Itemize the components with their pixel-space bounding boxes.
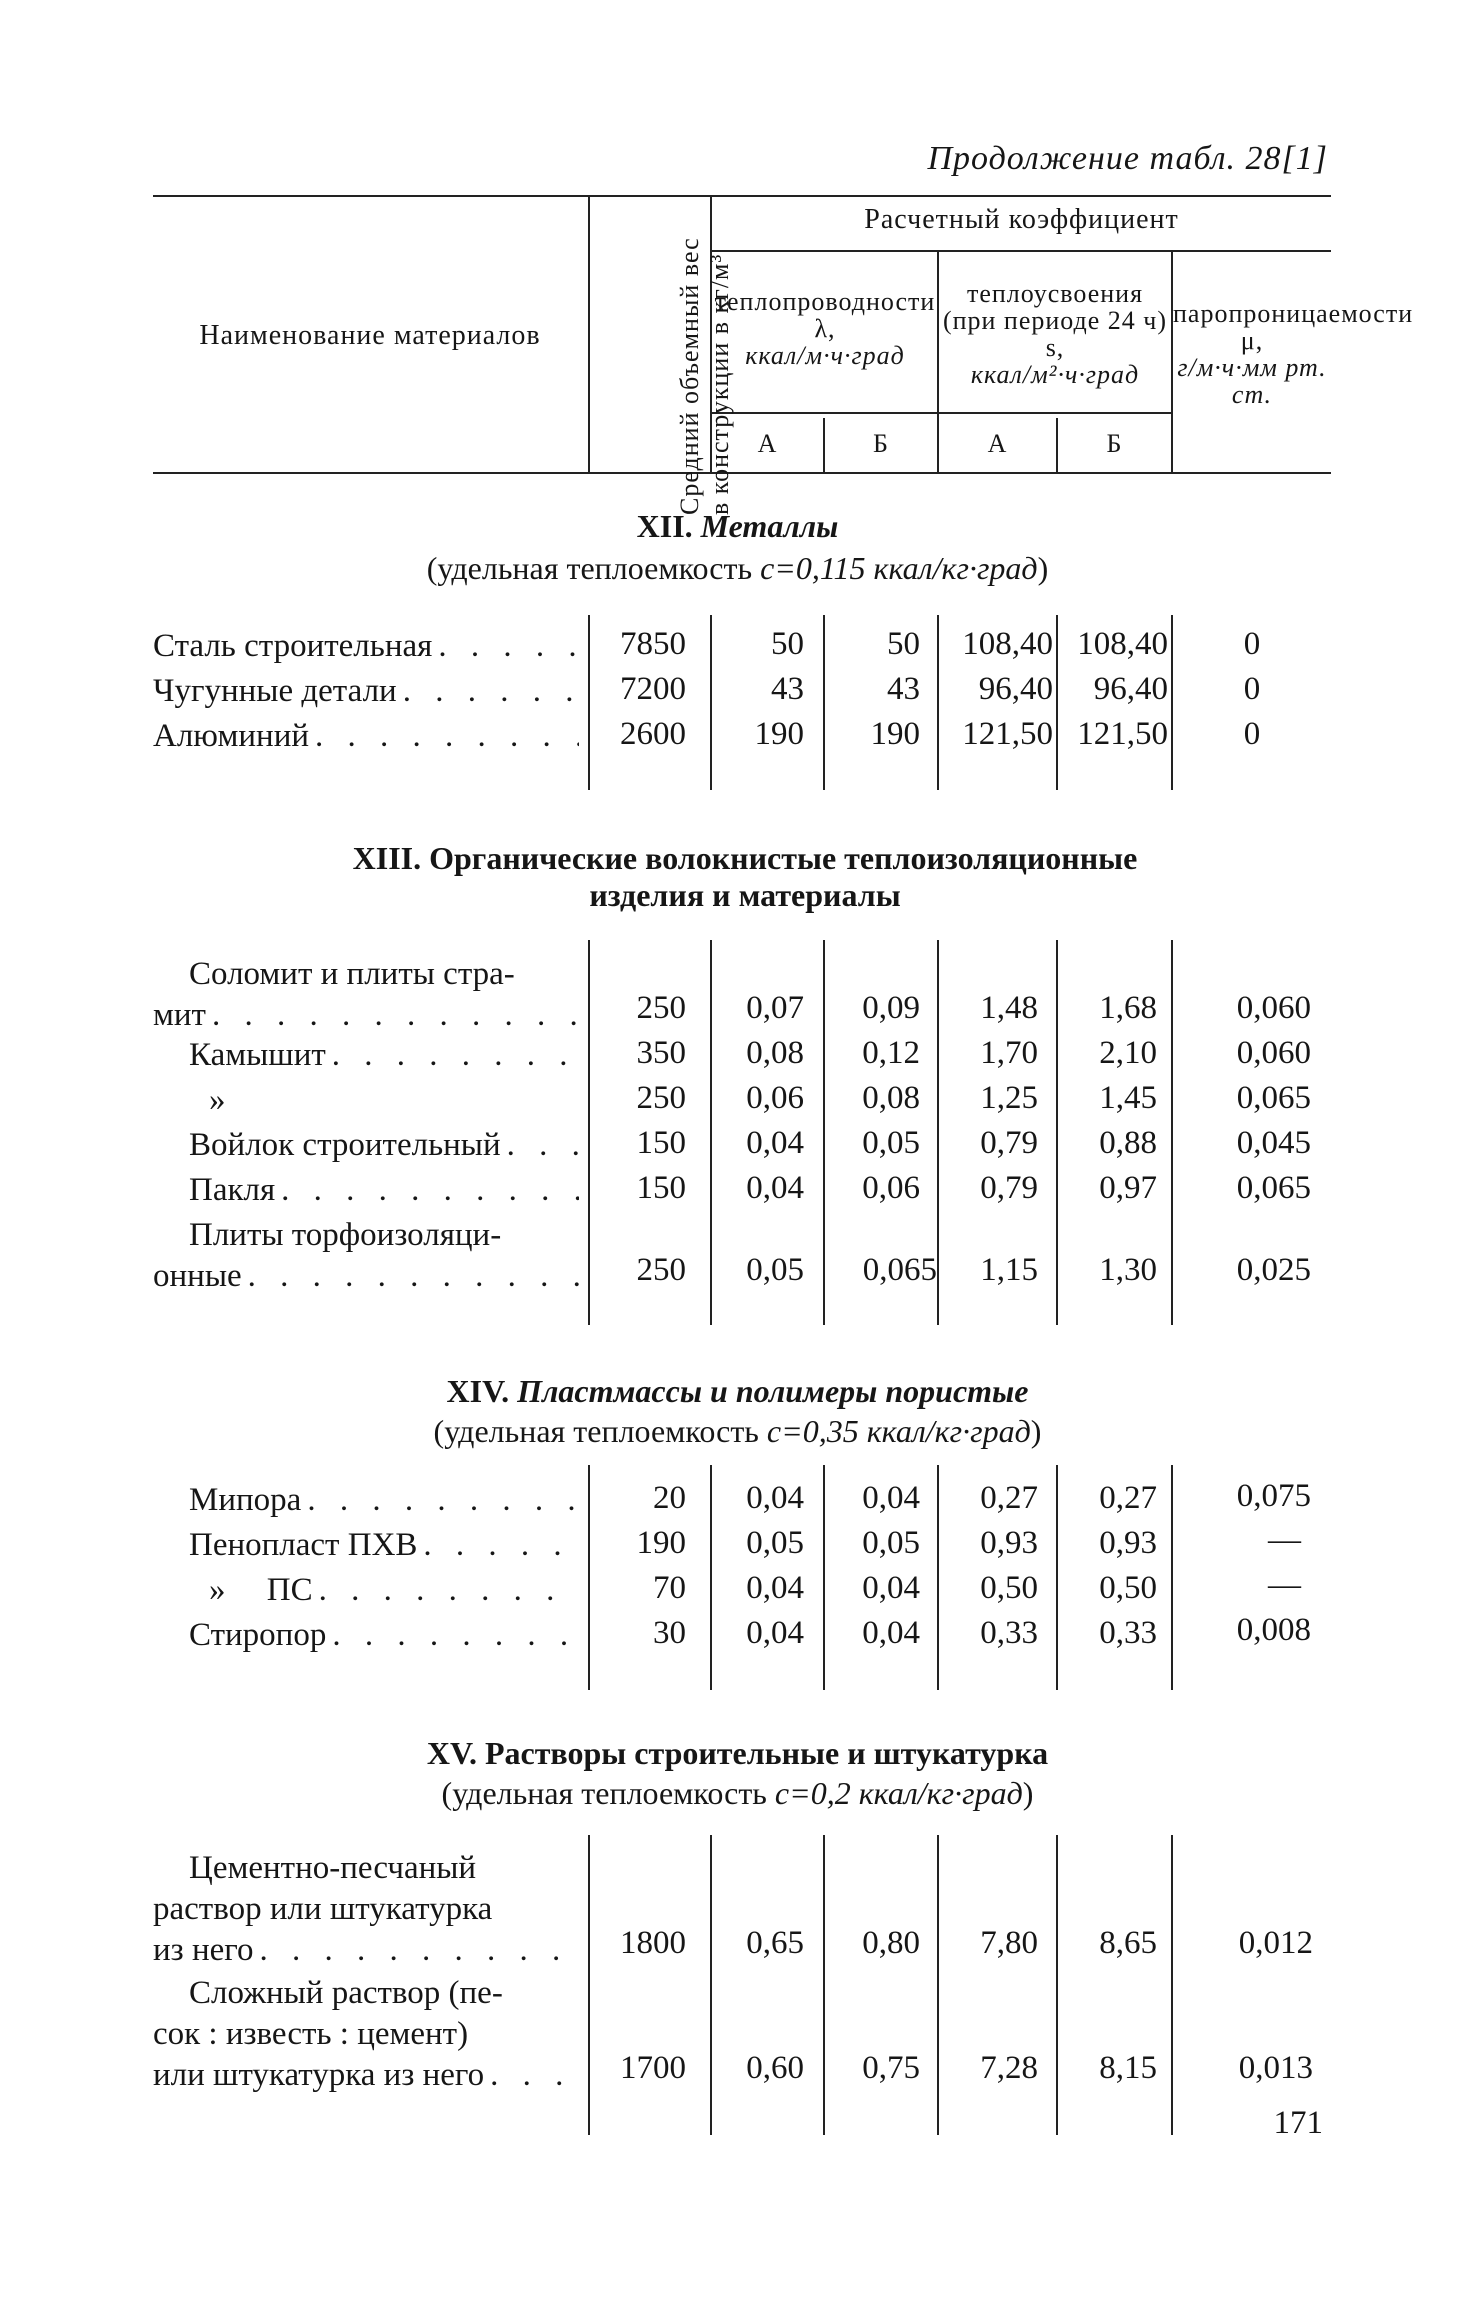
cell-density: 250 — [636, 1252, 686, 1288]
material-name-line: Плиты торфоизоляци- — [189, 1217, 502, 1253]
section-title-xiv — [155, 1373, 1320, 1410]
cell-s-b: 108,40 — [1077, 626, 1168, 662]
cell-s-a: 1,48 — [980, 990, 1038, 1026]
cell-lambda-b: 0,80 — [862, 1925, 920, 1961]
material-name: Чугунные детали — [153, 673, 397, 709]
cell-s-a: 0,33 — [980, 1615, 1038, 1651]
col-rule — [1171, 1835, 1173, 2135]
cell-mu: 0,025 — [1236, 1252, 1311, 1288]
cell-mu: 0 — [1243, 671, 1261, 707]
table-row-name — [153, 954, 579, 1036]
header-permeability — [1173, 299, 1414, 409]
cell-lambda-a: 43 — [771, 671, 804, 707]
table-row-name — [153, 1570, 579, 1611]
cell-mu: 0,045 — [1236, 1125, 1311, 1161]
leader-dots — [242, 1256, 579, 1297]
leader-dots — [432, 626, 579, 667]
leader-dots — [253, 1930, 579, 1971]
cell-lambda-b: 50 — [887, 626, 920, 662]
cell-density: 7850 — [620, 626, 686, 662]
table-row-name — [153, 626, 579, 667]
table-row-name — [153, 1035, 579, 1076]
cell-lambda-a: 0,06 — [746, 1080, 804, 1116]
material-name: Пенопласт ПХВ — [189, 1527, 418, 1563]
cell-lambda-b: 190 — [870, 716, 920, 752]
cell-mu: 0,060 — [1236, 1035, 1311, 1071]
header-conductivity — [714, 288, 936, 369]
header-s-b: Б — [1106, 429, 1123, 458]
cell-s-a: 0,27 — [980, 1480, 1038, 1516]
material-name: Мипора — [189, 1482, 302, 1518]
material-name: Пакля — [189, 1172, 276, 1208]
table-row-name — [153, 1848, 579, 1971]
continuation-label: Продолжение табл. 28[1] — [927, 140, 1328, 177]
leader-dots — [313, 1570, 579, 1611]
material-name: » ПС — [209, 1572, 313, 1608]
section-number: XV. — [426, 1735, 477, 1771]
header-divider-name — [588, 196, 590, 472]
cell-lambda-a: 0,04 — [746, 1480, 804, 1516]
col-rule — [823, 1835, 825, 2135]
leader-dots — [326, 1615, 579, 1656]
cell-density: 1700 — [620, 2050, 686, 2086]
table-row-name — [153, 716, 579, 757]
cell-s-a: 121,50 — [962, 716, 1053, 752]
cell-s-a: 1,15 — [980, 1252, 1038, 1288]
cell-density: 350 — [636, 1035, 686, 1071]
cell-s-b: 1,68 — [1099, 990, 1157, 1026]
cell-lambda-a: 0,04 — [746, 1125, 804, 1161]
material-name-line: Соломит и плиты стра- — [189, 956, 515, 992]
material-name: Войлок строительный — [189, 1127, 501, 1163]
cell-mu: 0,065 — [1236, 1170, 1311, 1206]
cell-s-a: 1,25 — [980, 1080, 1038, 1116]
subtitle-unit: ккал/кг·град — [858, 1775, 1023, 1811]
cell-lambda-b: 0,75 — [862, 2050, 920, 2086]
cell-lambda-b: 0,04 — [862, 1570, 920, 1606]
subtitle-unit: ккал/кг·град — [873, 550, 1038, 586]
cell-mu: 0 — [1243, 716, 1261, 752]
cell-lambda-a: 0,04 — [746, 1170, 804, 1206]
leader-dots — [326, 1035, 579, 1076]
cell-lambda-b: 0,065 — [862, 1252, 937, 1288]
header-coefficient-group: Расчетный коэффициент — [864, 204, 1179, 235]
section-subtitle-xii — [155, 550, 1320, 587]
material-name-line: сок : известь : цемент) — [153, 2016, 469, 2052]
material-name: Камышит — [189, 1037, 326, 1073]
cell-s-a: 96,40 — [978, 671, 1053, 707]
subtitle-prefix: (удельная теплоемкость — [433, 1413, 767, 1449]
material-name: или штукатурка из него — [153, 2057, 485, 2093]
section-title-xv — [155, 1735, 1320, 1772]
leader-dots — [309, 716, 579, 757]
cell-lambda-a: 50 — [771, 626, 804, 662]
cell-lambda-b: 0,04 — [862, 1480, 920, 1516]
header-absorption — [941, 280, 1169, 388]
header-conductivity-unit: ккал/м·ч·град — [745, 341, 905, 370]
header-absorption-unit: ккал/м²·ч·град — [970, 360, 1140, 389]
header-permeability-unit: г/м·ч·мм рт. ст. — [1177, 353, 1327, 409]
cell-density: 30 — [653, 1615, 686, 1651]
cell-density: 1800 — [620, 1925, 686, 1961]
table-row-name — [153, 1973, 579, 2096]
cell-s-a: 108,40 — [962, 626, 1053, 662]
cell-s-b: 0,88 — [1099, 1125, 1157, 1161]
header-top-rule — [153, 195, 1331, 197]
section-name: Металлы — [700, 508, 839, 544]
cell-s-b: 96,40 — [1093, 671, 1168, 707]
cell-s-a: 7,28 — [980, 2050, 1038, 2086]
table-row-name — [153, 1615, 579, 1656]
cell-mu: — — [1268, 1567, 1301, 1603]
subtitle-value: c=0,35 — [766, 1413, 859, 1449]
cell-lambda-b: 0,06 — [862, 1170, 920, 1206]
cell-density: 2600 — [620, 716, 686, 752]
subtitle-unit: ккал/кг·град — [866, 1413, 1031, 1449]
section-number: XII. — [636, 508, 693, 544]
subtitle-value: c=0,2 — [774, 1775, 851, 1811]
cell-s-b: 8,15 — [1099, 2050, 1157, 2086]
col-rule — [588, 1835, 590, 2135]
subtitle-prefix: (удельная теплоемкость — [426, 550, 761, 586]
cell-density: 7200 — [620, 671, 686, 707]
header-conductivity-label: теплопроводности λ, — [714, 287, 936, 343]
header-s-a: А — [987, 429, 1008, 458]
header-bottom-rule — [153, 472, 1331, 474]
cell-density: 250 — [636, 990, 686, 1026]
subtitle-suffix: ) — [1037, 550, 1049, 586]
material-name: » — [209, 1082, 226, 1118]
cell-s-a: 0,79 — [980, 1170, 1038, 1206]
cell-mu: 0,075 — [1236, 1478, 1311, 1514]
table-row-name — [153, 1215, 579, 1297]
subtitle-suffix: ) — [1030, 1413, 1042, 1449]
subtitle-value: c=0,115 — [760, 550, 866, 586]
cell-s-a: 7,80 — [980, 1925, 1038, 1961]
ab-rule — [712, 412, 1172, 414]
cell-lambda-a: 0,04 — [746, 1570, 804, 1606]
cell-density: 150 — [636, 1170, 686, 1206]
cell-lambda-a: 0,65 — [746, 1925, 804, 1961]
cell-lambda-a: 190 — [754, 716, 804, 752]
table-row-name — [153, 671, 579, 712]
cell-mu: 0,065 — [1236, 1080, 1311, 1116]
cell-s-b: 0,50 — [1099, 1570, 1157, 1606]
cell-mu: 0,008 — [1236, 1612, 1311, 1648]
cell-lambda-b: 0,09 — [862, 990, 920, 1026]
cell-s-b: 1,45 — [1099, 1080, 1157, 1116]
cell-density: 70 — [653, 1570, 686, 1606]
material-name: онные — [153, 1258, 242, 1294]
section-name: Органические волокнистые теплоизоляционные изделия и материалы — [429, 840, 1138, 913]
cell-lambda-b: 43 — [887, 671, 920, 707]
cell-lambda-b: 0,04 — [862, 1615, 920, 1651]
section-title-xiii — [320, 840, 1170, 914]
cell-lambda-a: 0,08 — [746, 1035, 804, 1071]
section-name: Растворы строительные и штукатурка — [484, 1735, 1049, 1771]
header-material-name: Наименование материалов — [199, 320, 541, 351]
cell-s-a: 0,50 — [980, 1570, 1038, 1606]
material-name: из него — [153, 1932, 254, 1968]
table-row-name — [153, 1170, 579, 1211]
cell-s-b: 1,30 — [1099, 1252, 1157, 1288]
leader-dots — [417, 1525, 579, 1566]
header-density: Средний объемный вес в конструкции в кг/м³ — [675, 237, 734, 515]
table-row-name — [153, 1125, 579, 1166]
cell-lambda-a: 0,05 — [746, 1525, 804, 1561]
cell-s-b: 2,10 — [1099, 1035, 1157, 1071]
cell-density: 20 — [653, 1480, 686, 1516]
cell-s-a: 0,79 — [980, 1125, 1038, 1161]
section-subtitle-xv — [155, 1775, 1320, 1812]
leader-dots — [484, 2055, 579, 2096]
section-subtitle-xiv — [155, 1413, 1320, 1450]
leader-dots — [275, 1170, 579, 1211]
cell-s-a: 1,70 — [980, 1035, 1038, 1071]
cell-lambda-a: 0,04 — [746, 1615, 804, 1651]
section-name: Пластмассы и полимеры пористые — [517, 1373, 1029, 1409]
col-rule — [937, 1835, 939, 2135]
coefficient-group-rule — [712, 250, 1331, 252]
section-number: XIII. — [352, 840, 422, 876]
material-name: Сталь строительная — [153, 628, 433, 664]
cell-s-b: 121,50 — [1077, 716, 1168, 752]
material-name: мит — [153, 997, 206, 1033]
material-name-line: раствор или штукатурка — [153, 1891, 493, 1927]
leader-dots — [397, 671, 579, 712]
cell-mu: — — [1268, 1522, 1301, 1558]
header-absorption-label: теплоусвоения (при периоде 24 ч) s, — [942, 279, 1168, 362]
cell-lambda-a: 0,60 — [746, 2050, 804, 2086]
header-lambda-b: Б — [873, 429, 889, 458]
subtitle-prefix: (удельная теплоемкость — [441, 1775, 775, 1811]
table-row-name — [153, 1080, 579, 1121]
cell-mu: 0,013 — [1238, 2050, 1313, 2086]
cell-lambda-b: 0,08 — [862, 1080, 920, 1116]
cell-lambda-a: 0,05 — [746, 1252, 804, 1288]
material-name-line: Сложный раствор (пе- — [189, 1975, 503, 2011]
cell-s-a: 0,93 — [980, 1525, 1038, 1561]
section-number: XIV. — [446, 1373, 510, 1409]
table-row-name — [153, 1480, 579, 1521]
cell-s-b: 0,97 — [1099, 1170, 1157, 1206]
cell-lambda-a: 0,07 — [746, 990, 804, 1026]
cell-s-b: 0,27 — [1099, 1480, 1157, 1516]
cell-mu: 0,012 — [1238, 1925, 1313, 1961]
material-name: Алюминий — [153, 718, 310, 754]
cell-lambda-b: 0,12 — [862, 1035, 920, 1071]
cell-s-b: 0,33 — [1099, 1615, 1157, 1651]
cell-density: 190 — [636, 1525, 686, 1561]
cell-s-b: 8,65 — [1099, 1925, 1157, 1961]
material-name-line: Цементно-песчаный — [189, 1850, 477, 1886]
subtitle-suffix: ) — [1022, 1775, 1034, 1811]
col-rule — [1056, 1835, 1058, 2135]
leader-dots — [206, 995, 579, 1036]
header-lambda-a: А — [757, 429, 778, 458]
page-number: 171 — [1273, 2105, 1323, 2141]
cell-density: 150 — [636, 1125, 686, 1161]
cell-mu: 0,060 — [1236, 990, 1311, 1026]
section-title-xii — [155, 508, 1320, 545]
leader-dots — [501, 1125, 579, 1166]
cell-mu: 0 — [1243, 626, 1261, 662]
cell-density: 250 — [636, 1080, 686, 1116]
header-permeability-label: паропроницаемости μ, — [1173, 299, 1414, 355]
cell-lambda-b: 0,05 — [862, 1125, 920, 1161]
leader-dots — [301, 1480, 579, 1521]
cell-s-b: 0,93 — [1099, 1525, 1157, 1561]
cell-lambda-b: 0,05 — [862, 1525, 920, 1561]
col-rule — [710, 1835, 712, 2135]
table-row-name — [153, 1525, 579, 1566]
material-name: Стиропор — [189, 1617, 327, 1653]
